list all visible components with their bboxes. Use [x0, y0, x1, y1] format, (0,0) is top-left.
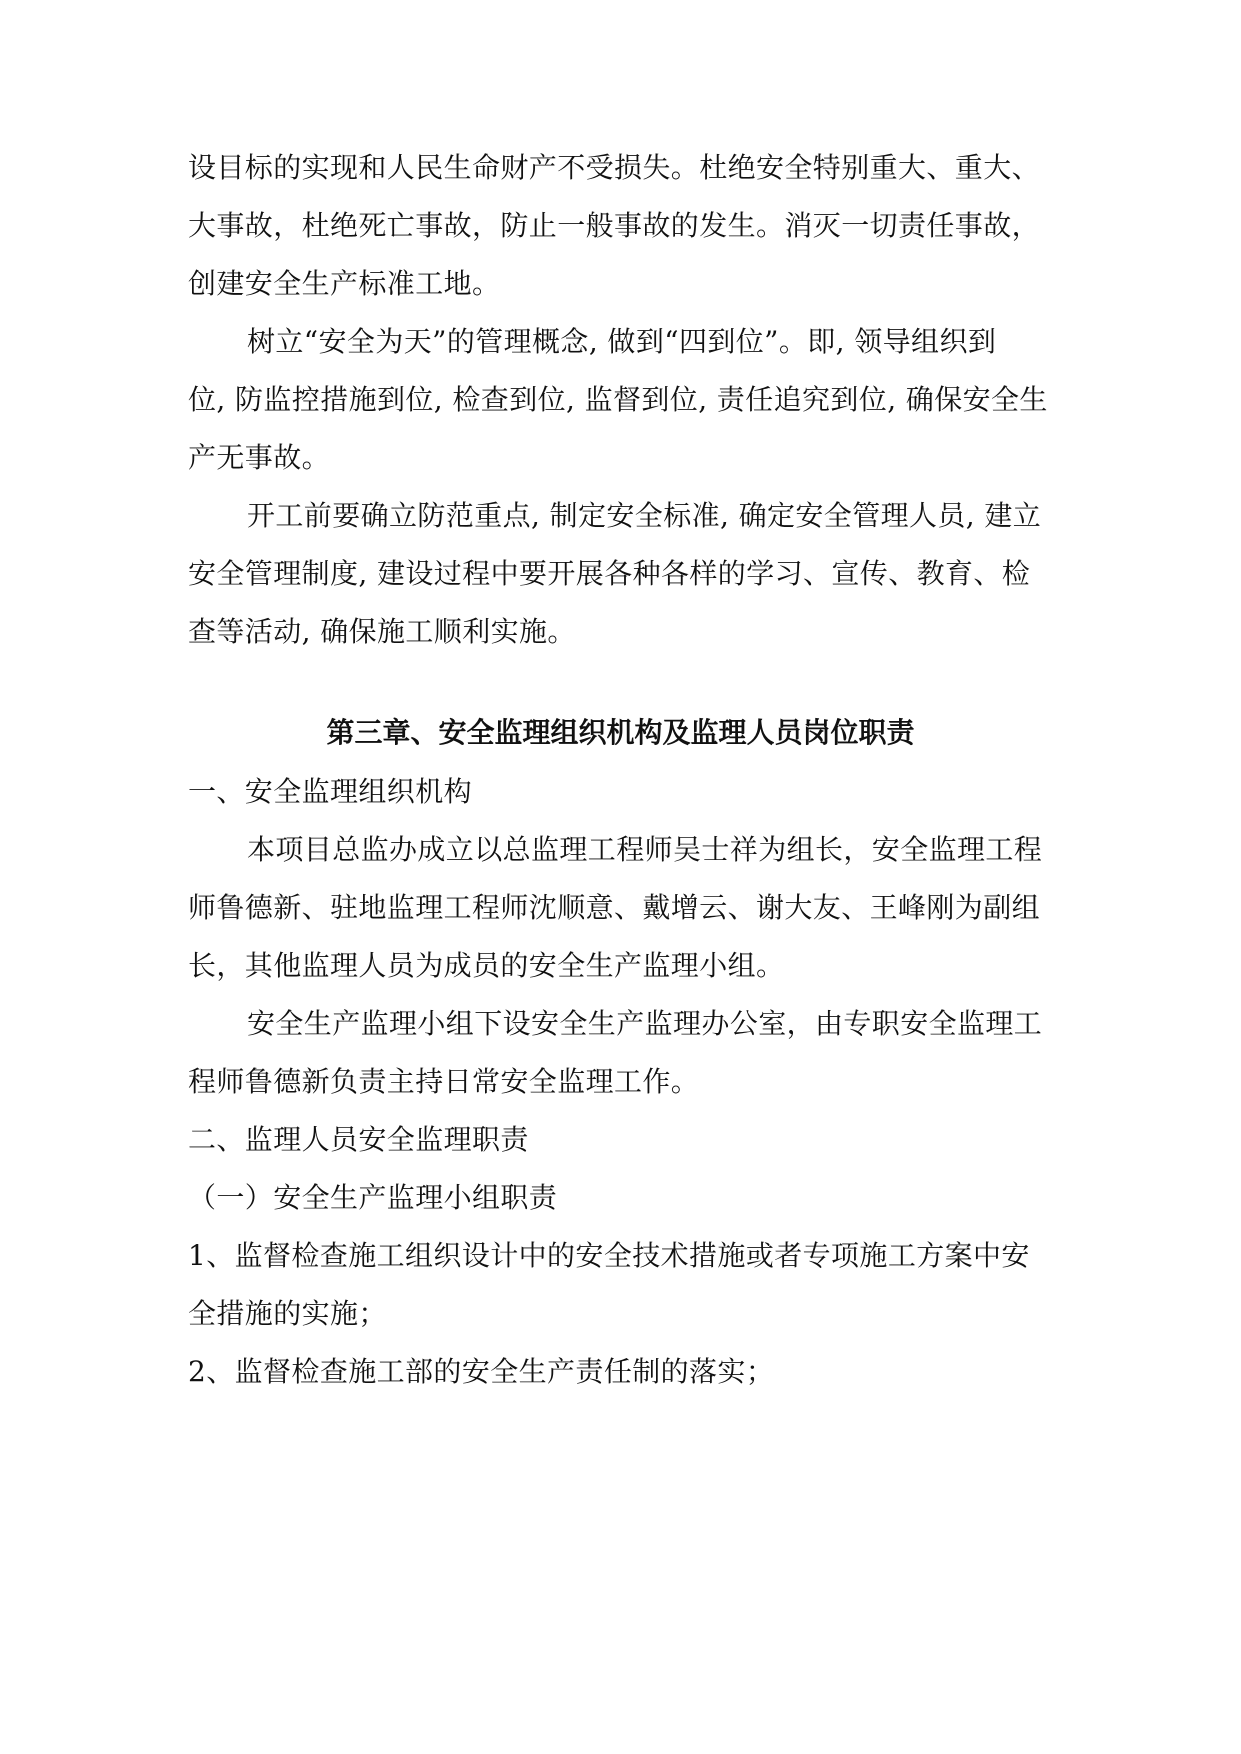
paragraph-line: 开工前要确立防范重点, 制定安全标准, 确定安全管理人员, 建立 [247, 499, 1042, 532]
paragraph-line: 安全生产监理小组下设安全生产监理办公室，由专职安全监理工 [247, 1007, 1043, 1040]
paragraph-line: 长，其他监理人员为成员的安全生产监理小组。 [188, 949, 785, 982]
paragraph-line: 查等活动, 确保施工顺利实施。 [188, 615, 576, 648]
list-item: 2、监督检查施工部的安全生产责任制的落实； [188, 1355, 775, 1388]
section-heading: 二、监理人员安全监理职责 [188, 1123, 529, 1156]
paragraph-line: 产无事故。 [188, 441, 331, 474]
paragraph-line: 程师鲁德新负责主持日常安全监理工作。 [188, 1065, 700, 1098]
paragraph-line: 本项目总监办成立以总监理工程师吴士祥为组长，安全监理工程 [247, 833, 1043, 866]
subsection-heading: （一）安全生产监理小组职责 [188, 1181, 558, 1214]
paragraph-line: 师鲁德新、驻地监理工程师沈顺意、戴增云、谢大友、王峰刚为副组 [188, 891, 1041, 924]
section-heading: 一、安全监理组织机构 [188, 775, 473, 808]
paragraph-line: 安全管理制度, 建设过程中要开展各种各样的学习、宣传、教育、检 [188, 557, 1031, 590]
paragraph-line: 设目标的实现和人民生命财产不受损失。杜绝安全特别重大、重大、 [188, 151, 1041, 184]
paragraph-line: 创建安全生产标准工地。 [188, 267, 501, 300]
list-item: 1、监督检查施工组织设计中的安全技术措施或者专项施工方案中安 [188, 1239, 1030, 1272]
paragraph-line: 位, 防监控措施到位, 检查到位, 监督到位, 责任追究到位, 确保安全生 [188, 383, 1048, 416]
list-item-continuation: 全措施的实施； [188, 1297, 387, 1330]
paragraph-line: 树立“安全为天”的管理概念, 做到“四到位”。即, 领导组织到 [247, 325, 997, 358]
chapter-heading: 第三章、安全监理组织机构及监理人员岗位职责 [326, 716, 915, 749]
paragraph-line: 大事故，杜绝死亡事故，防止一般事故的发生。消灭一切责任事故， [188, 209, 1041, 242]
